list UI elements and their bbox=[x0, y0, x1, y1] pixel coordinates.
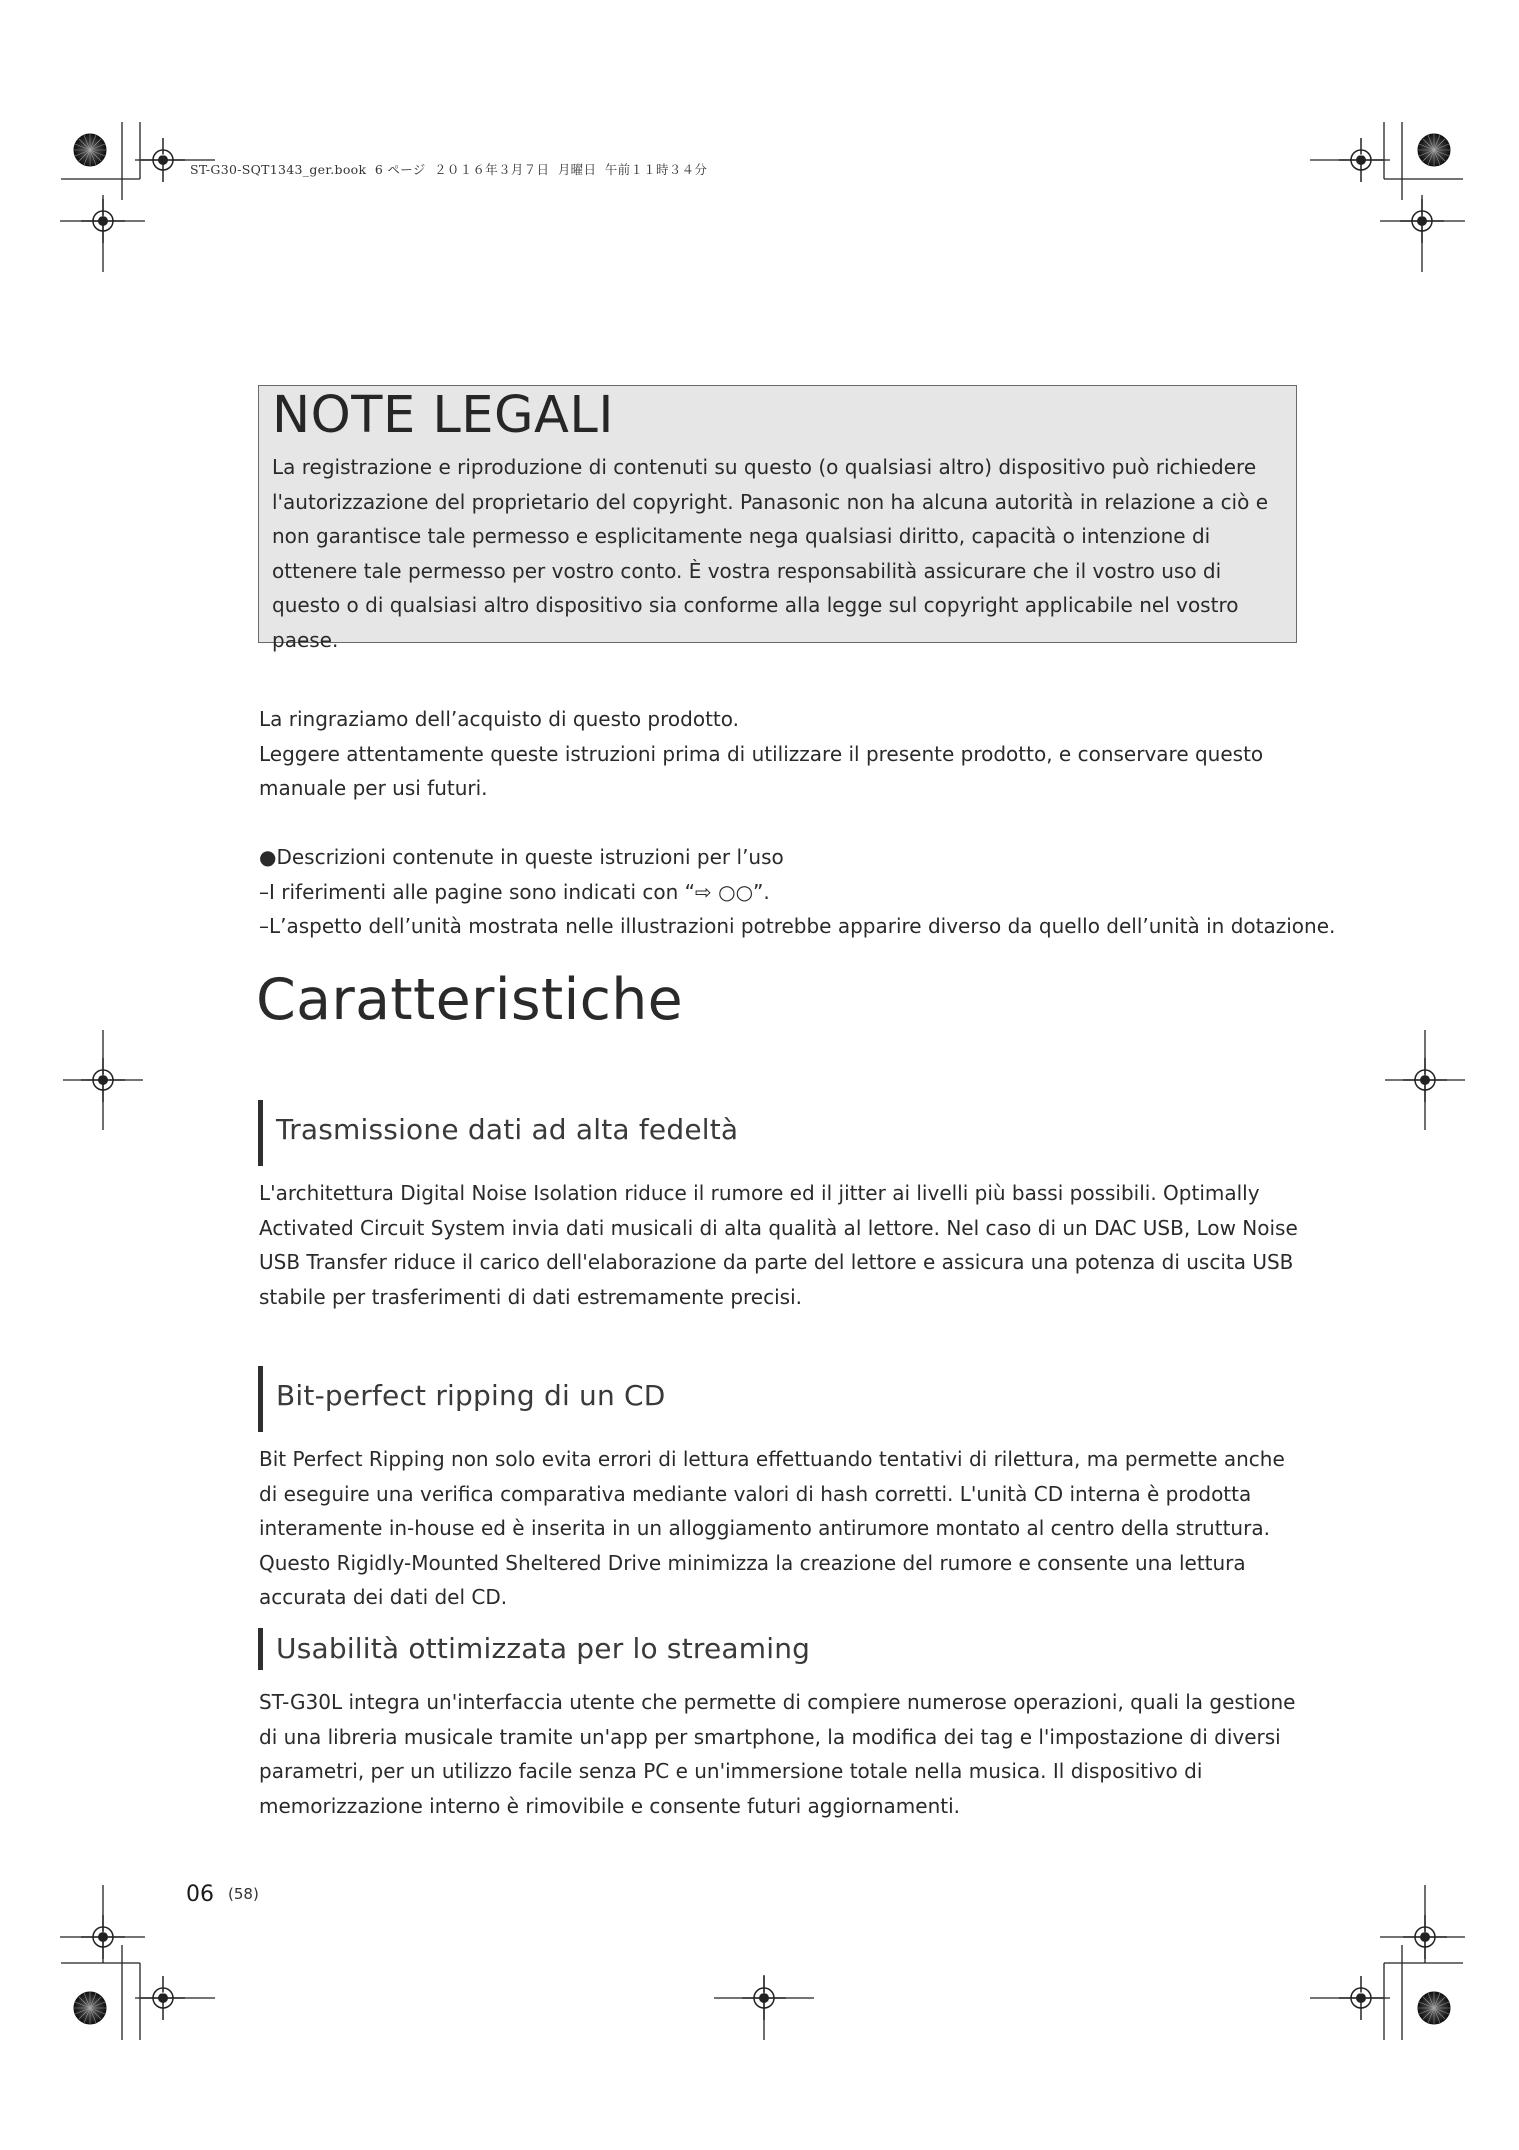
legal-notice-box bbox=[258, 385, 1297, 652]
section-heading-ripping: Bit-perfect ripping di un CD bbox=[258, 1366, 666, 1432]
print-header-info: ST-G30-SQT1343_ger.book 6 ページ ２０１６年３月７日 月曜日 午前１１時３４分 bbox=[190, 162, 708, 177]
section-body-ripping: Bit Perfect Ripping non solo evita errori di lettura effettuando tentativi di rilettura, ma permette anche di eseguire una verifica comparativa mediante valori di hash corretti. L'unità CD interna è prodotta interamente in-house ed è inserita in un alloggiamento antirumore montato al centro della struttura. Questo Rigidly-Mounted Sheltered Drive minimizza la creazione del rumore e consente una lettura accurata dei dati del CD. bbox=[259, 1447, 1285, 1609]
crop-marks-top-right bbox=[1310, 122, 1465, 272]
crop-marks-bottom-right bbox=[1310, 1885, 1465, 2040]
intro-line-2: Leggere attentamente queste istruzioni prima di utilizzare il presente prodotto, e conservare questo manuale per usi futuri. bbox=[259, 741, 1264, 800]
features-title: Caratteristiche bbox=[256, 967, 684, 1033]
section-heading-transmission: Trasmissione dati ad alta fedeltà bbox=[258, 1100, 738, 1166]
legal-notice-text: La registrazione e riproduzione di contenuti su questo (o qualsiasi altro) dispositivo può richiedere l'autorizzazione del proprietario del copyright. Panasonic non ha alcuna autorità in relazione a ciò e non garantisce tale permesso e esplicitamente nega qualsiasi diritto, capacità o intenzione di ottenere tale permesso per vostro conto. È vostra responsabilità assicurare che il vostro uso di questo o di qualsiasi altro dispositivo sia conforme alla legge sul copyright applicabile nel vostro paese. bbox=[272, 455, 1269, 652]
notes-dash-2: –L’aspetto dell’unità mostrata nelle illustrazioni potrebbe apparire diverso da quello dell’unità in dotazione. bbox=[259, 914, 1336, 938]
crop-marks-bottom-left bbox=[60, 1885, 215, 2040]
crop-marks-top-left bbox=[60, 122, 215, 272]
intro-line-1: La ringraziamo dell’acquisto di questo prodotto. bbox=[259, 707, 739, 731]
intro-text bbox=[259, 702, 1299, 806]
legal-notice-title: NOTE LEGALI bbox=[272, 386, 614, 445]
crop-marks-middle-right bbox=[1385, 1030, 1465, 1130]
notes-bullet: ●Descrizioni contenute in queste istruzioni per l’uso bbox=[259, 845, 784, 869]
section-heading-streaming: Usabilità ottimizzata per lo streaming bbox=[258, 1628, 810, 1670]
section-body-transmission: L'architettura Digital Noise Isolation riduce il rumore ed il jitter ai livelli più bassi possibili. Optimally Activated Circuit System invia dati musicali di alta qualità al lettore. Nel caso di un DAC USB, Low Noise USB Transfer riduce il carico dell'elaborazione da parte del lettore e assicura una potenza di uscita USB stabile per trasferimenti di dati estremamente precisi. bbox=[259, 1181, 1298, 1309]
crop-marks-middle-left bbox=[63, 1030, 143, 1130]
crop-marks-bottom-center bbox=[714, 1975, 814, 2040]
page-number-secondary: (58) bbox=[228, 1885, 259, 1903]
usage-notes bbox=[259, 840, 1336, 944]
page-number: 06 bbox=[186, 1882, 214, 1907]
notes-dash-1: –I riferimenti alle pagine sono indicati con “⇨ ○○”. bbox=[259, 879, 770, 904]
section-body-streaming: ST-G30L integra un'interfaccia utente che permette di compiere numerose operazioni, quali la gestione di una libreria musicale tramite un'app per smartphone, la modifica dei tag e l'impostazione di diversi parametri, per un utilizzo facile senza PC e un'immersione totale nella musica. Il dispositivo di memorizzazione interno è rimovibile e consente futuri aggiornamenti. bbox=[259, 1690, 1296, 1818]
